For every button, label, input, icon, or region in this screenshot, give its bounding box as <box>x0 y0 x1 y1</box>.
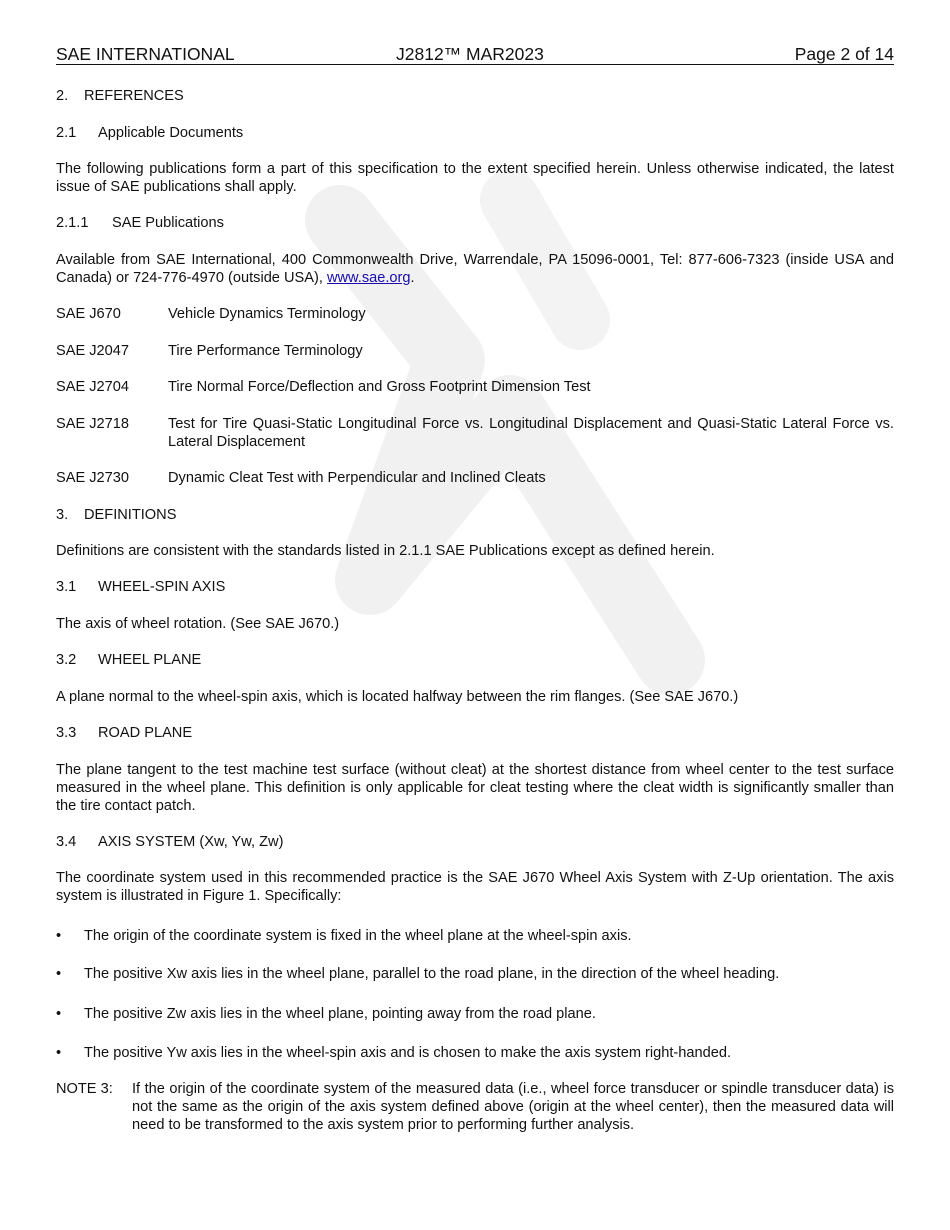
section-title: WHEEL-SPIN AXIS <box>98 579 226 595</box>
bullet-glyph: • <box>56 1045 62 1061</box>
note-text: If the origin of the coordinate system of the measured data (i.e., wheel force transducer or spindle transducer data) is not the same as the origin of the axis system defined above (origin at the wheel center), then the measured data will need to be transformed to the axis system prior to performing further analysis. <box>132 1081 894 1133</box>
section-title: Applicable Documents <box>98 125 244 141</box>
section-number: 2.1 <box>56 125 77 141</box>
section-heading-applicable-documents <box>56 124 894 142</box>
header-document-id: J2812™ MAR2023 <box>396 44 544 64</box>
reference-title: Dynamic Cleat Test with Perpendicular and Inclined Cleats <box>168 470 546 486</box>
section-number: 3.3 <box>56 725 77 741</box>
section-title: DEFINITIONS <box>84 507 177 523</box>
section-number: 2. <box>56 88 69 104</box>
sae-website-link[interactable]: www.sae.org <box>326 270 411 286</box>
definitions-paragraph: Definitions are consistent with the standards listed in 2.1.1 SAE Publications except as defined herein. <box>56 543 715 559</box>
reference-item <box>56 305 894 323</box>
list-item <box>56 1005 894 1023</box>
list-item-text: The positive Xw axis lies in the wheel plane, parallel to the road plane, in the direction of the wheel heading. <box>84 966 780 982</box>
note-3 <box>56 1080 894 1134</box>
section-number: 3. <box>56 507 69 523</box>
axis-system-paragraph: The coordinate system used in this recommended practice is the SAE J670 Wheel Axis System with Z-Up orientation. The axis system is illustrated in Figure 1. Specifically: <box>56 870 894 904</box>
bullet-glyph: • <box>56 1006 62 1022</box>
section-number: 3.2 <box>56 652 77 668</box>
section-title: AXIS SYSTEM (Xw, Yw, Zw) <box>98 834 284 850</box>
section-heading-axis-system <box>56 833 894 851</box>
reference-code: SAE J670 <box>56 306 121 322</box>
reference-title: Vehicle Dynamics Terminology <box>168 306 366 322</box>
section-heading-road-plane <box>56 724 894 742</box>
section-number: 3.4 <box>56 834 77 850</box>
note-label: NOTE 3: <box>56 1081 113 1097</box>
wheel-spin-axis-paragraph: The axis of wheel rotation. (See SAE J670.) <box>56 616 340 632</box>
sae-publications-text: Available from SAE International, 400 Commonwealth Drive, Warrendale, PA 15096-0001, Tel: 877-606-7323 (inside USA and Canada) or 724-776-4970 (outside USA), <box>56 252 894 286</box>
list-item-text: The positive Zw axis lies in the wheel plane, pointing away from the road plane. <box>84 1006 596 1022</box>
reference-item <box>56 415 894 451</box>
section-heading-wheel-spin-axis <box>56 578 894 596</box>
section-number: 2.1.1 <box>56 215 89 231</box>
applicable-documents-paragraph: The following publications form a part of this specification to the extent specified herein. Unless otherwise indicated, the latest issue of SAE publications shall apply. <box>56 161 894 195</box>
reference-item <box>56 469 894 487</box>
bullet-glyph: • <box>56 928 62 944</box>
section-title: WHEEL PLANE <box>98 652 202 668</box>
sae-publications-paragraph: Available from SAE International, 400 Commonwealth Drive, Warrendale, PA 15096-0001, Tel: 877-606-7323 (inside USA and Canada) or 724-776-4970 (outside USA), www.sae.org. <box>56 252 894 286</box>
reference-title: Test for Tire Quasi-Static Longitudinal Force vs. Longitudinal Displacement and Quasi-Static Lateral Force vs. Lateral Displacement <box>168 416 894 450</box>
reference-code: SAE J2047 <box>56 343 130 359</box>
section-heading-definitions <box>56 506 894 524</box>
list-item-text: The positive Yw axis lies in the wheel-spin axis and is chosen to make the axis system right-handed. <box>84 1045 732 1061</box>
list-item-text: The origin of the coordinate system is fixed in the wheel plane at the wheel-spin axis. <box>84 928 632 944</box>
reference-item <box>56 342 894 360</box>
bullet-glyph: • <box>56 966 62 982</box>
section-title: REFERENCES <box>84 88 184 104</box>
header-organization: SAE INTERNATIONAL <box>56 44 235 64</box>
list-item <box>56 965 894 983</box>
road-plane-paragraph: The plane tangent to the test machine test surface (without cleat) at the shortest distance from wheel center to the test surface measured in the wheel plane. This definition is only applicable for cleat testing where the cleat width is significantly smaller than the tire contact patch. <box>56 762 894 814</box>
reference-item <box>56 378 894 396</box>
list-item <box>56 1044 894 1062</box>
section-title: ROAD PLANE <box>98 725 193 741</box>
list-item <box>56 927 894 945</box>
reference-code: SAE J2704 <box>56 379 130 395</box>
section-number: 3.1 <box>56 579 77 595</box>
reference-code: SAE J2730 <box>56 470 130 486</box>
section-title: SAE Publications <box>112 215 224 231</box>
reference-title: Tire Performance Terminology <box>168 343 363 359</box>
section-heading-wheel-plane <box>56 651 894 669</box>
wheel-plane-paragraph: A plane normal to the wheel-spin axis, which is located halfway between the rim flanges. (See SAE J670.) <box>56 689 739 705</box>
section-heading-references <box>56 87 894 105</box>
section-heading-sae-publications <box>56 214 894 232</box>
page-header <box>56 44 894 65</box>
header-page-number: Page 2 of 14 <box>794 44 894 64</box>
reference-code: SAE J2718 <box>56 416 130 432</box>
reference-title: Tire Normal Force/Deflection and Gross Footprint Dimension Test <box>168 379 591 395</box>
